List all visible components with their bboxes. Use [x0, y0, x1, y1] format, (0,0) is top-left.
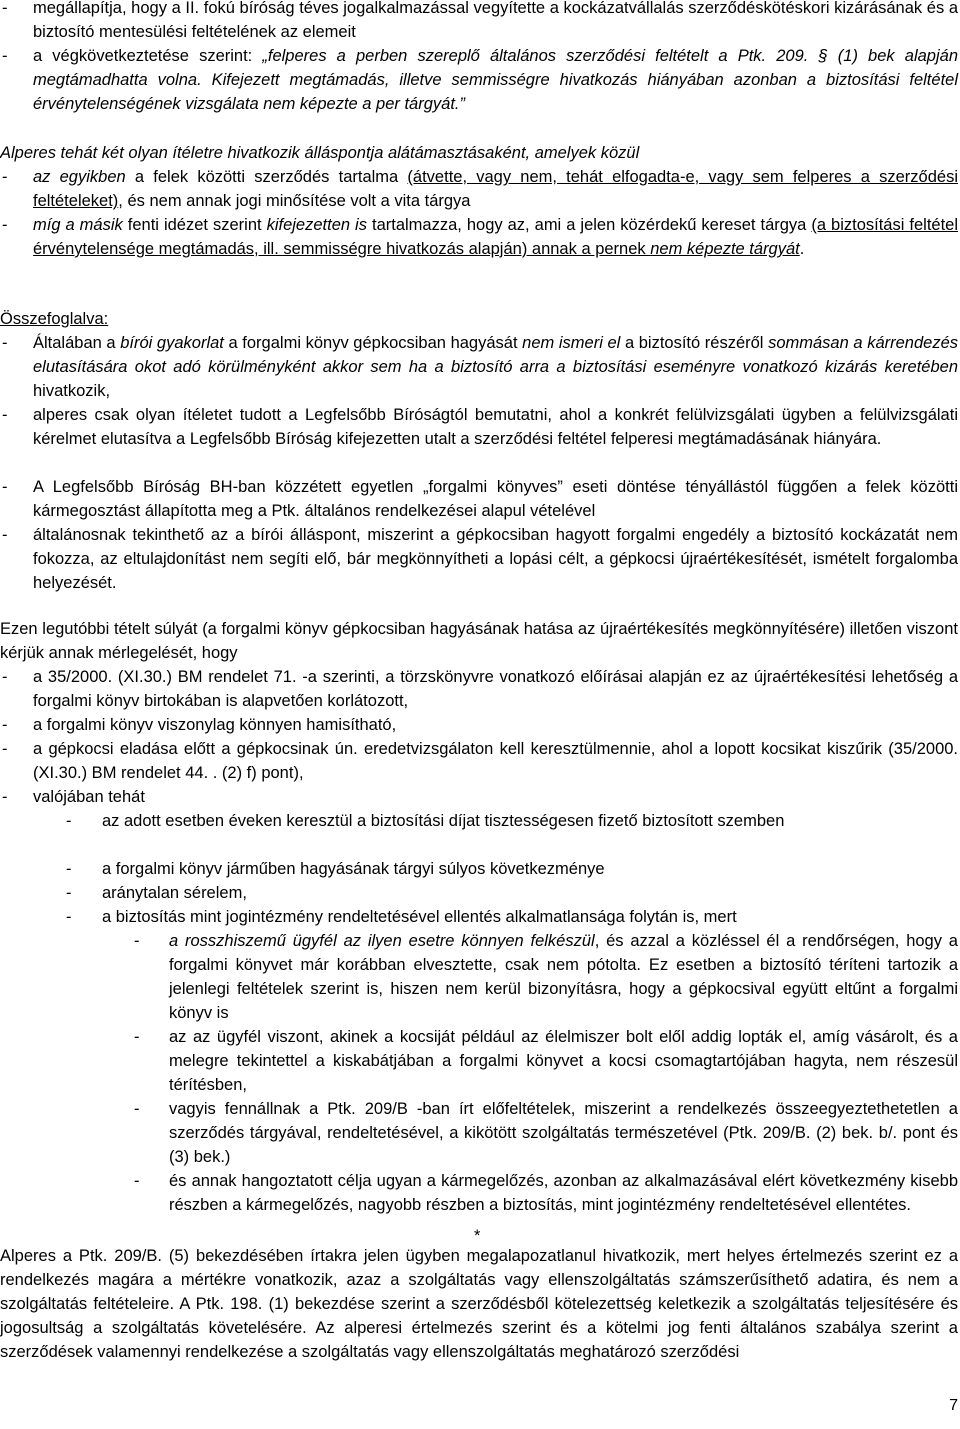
- list-item: [33, 523, 958, 595]
- text-run: vagyis fennállnak a Ptk. 209/B -ban írt előfeltételek, miszerint a rendelkezés összeegyeztethetetlen a szerződés tárgyával, rendeltetésével, a kikötött szolgáltatás természetével (Ptk. 209/B. (2) bek. b/. pont és (3) bek.): [169, 1100, 958, 1166]
- text-run: a forgalmi könyv gépkocsiban hagyását: [223, 334, 523, 352]
- list-dash: -: [2, 216, 8, 234]
- text-run: (átvette, vagy nem, tehát elfogadta-e, vagy sem felperes a szerződési feltételeket): [33, 168, 958, 210]
- list-dash: -: [2, 334, 8, 352]
- text-run: (a biztosítási feltétel érvénytelensége megtámadás, ill. semmisségre hivatkozás alapján) annak a pernek: [33, 216, 959, 258]
- list-item: valójában tehát: [33, 788, 145, 806]
- text-run: a felek közötti szerződés tartalma: [125, 168, 408, 186]
- text-run: az az ügyfél viszont, akinek a kocsiját például az élelmiszer bolt elől addig lopták el, amíg vásárolt, és a melegre tekintettel a kiskabátjában a forgalmi könyvet a kocsi csomagtartójában hagyta, nem részesül térítésben,: [169, 1028, 958, 1094]
- text-run: kifejezetten is: [266, 216, 367, 234]
- list-item: a biztosítás mint jogintézmény rendeltetésével ellentés alkalmatlansága folytán is, mert: [102, 908, 737, 926]
- list-item: [33, 44, 958, 116]
- list-dash: -: [2, 47, 8, 65]
- text-run: sommásan a kárrendezés elutasítására okot adó körülményként akkor sem ha a biztosító arra a biztosítási eseményre vonatkozó kizárás keretében: [33, 334, 958, 376]
- list-item: [33, 403, 958, 451]
- text-run: , és nem annak jogi minősítése volt a vita tárgya: [118, 192, 471, 210]
- list-item: [33, 165, 958, 213]
- list-dash: -: [2, 478, 8, 496]
- text-run: A Legfelsőbb Bíróság BH-ban közzétett egyetlen „forgalmi könyves” eseti döntése tényállástól függően a felek közötti kármegosztást állapította meg a Ptk. általános rendelkezései alapul vételével: [33, 478, 958, 520]
- text-run: míg a másik: [33, 216, 123, 234]
- text-run: a biztosító részéről: [620, 334, 769, 352]
- list-item: [169, 1169, 958, 1217]
- text-run: , és azzal a közléssel él a rendőrségen, hogy a forgalmi könyvet már korábban elvesztette, csak nem pótolta. Ez esetben a biztosító téríteni tartozik a jelenlegi feltételek szerint is, hiszen nem kerül bizonyításra, hogy a gépkocsival együtt eltűnt a forgalmi könyv is: [169, 932, 958, 1022]
- text-run: tartalmazza, hogy az, ami a jelen közérdekű kereset tárgya: [366, 216, 812, 234]
- list-item: [33, 475, 958, 523]
- text-run: és annak hangoztatott célja ugyan a kármegelőzés, azonban az alkalmazásával elért következmény kisebb részben a kármegelőzés, nagyobb részben a biztosítás, mint jogintézmény rendeltetésével ellentétes.: [169, 1172, 958, 1214]
- list-dash: -: [2, 526, 8, 544]
- list-dash: -: [2, 668, 8, 686]
- list-item: a forgalmi könyv viszonylag könnyen hamisítható,: [33, 716, 397, 734]
- list-item: aránytalan sérelem,: [102, 884, 247, 902]
- list-item: [169, 1025, 958, 1097]
- list-item: [33, 213, 958, 261]
- list-item: az adott esetben éveken keresztül a biztosítási díjat tisztességesen fizető biztosított szemben: [102, 812, 785, 830]
- list-dash: -: [66, 884, 72, 902]
- list-item: a gépkocsi eladása előtt a gépkocsinak ún. eredetvizsgálaton kell keresztülmennie, ahol a lopott kocsikat kiszűrik (35/2000. (XI.30.) BM rendelet 44. . (2) f) pont),: [33, 740, 958, 782]
- text-run: „felperes a perben szereplő általános szerződési feltételt a Ptk. 209. § (1) bek alapján megtámadhatta volna. Kifejezett megtámadás, illetve semmisségre hivatkozás hiányában azonban a biztosítási feltétel érvénytelenségének vizsgálata nem képezte a per tárgyát.”: [33, 47, 958, 113]
- list-dash: -: [66, 860, 72, 878]
- list-dash: -: [66, 908, 72, 926]
- section-separator: *: [474, 1227, 481, 1245]
- text-run: nem képezte tárgyát: [650, 240, 800, 258]
- text-run: általánosnak tekinthető az a bírói álláspont, miszerint a gépkocsiban hagyott forgalmi engedély a biztosító kockázatát nem fokozza, az eltulajdonítást nem segíti elő, bár megkönnyítheti a lopási célt, a gépkocsi újraértékesítését, ismételt forgalomba helyezését.: [33, 526, 958, 592]
- list-dash: -: [2, 168, 8, 186]
- text-run: bírói gyakorlat: [120, 334, 224, 352]
- list-dash: -: [134, 1100, 140, 1118]
- final-paragraph: Alperes a Ptk. 209/B. (5) bekezdésében írtakra jelen ügyben megalapozatlanul hivatkozik, mert helyes értelmezés szerint ez a rendelkezés magára a mértékre vonatkozik, azaz a szolgáltatás vagy ellenszolgáltatás számszerűsíthető adatira, és nem a szolgáltatás feltételeire. A Ptk. 198. (1) bekezdése szerint a szerződésből kötelezettség keletkezik a szolgáltatás teljesítésére és jogosultság a szolgáltatás követelésére. Az alperesi értelmezés szerint és a kötelmi jog fenti általános szabálya szerint a szerződések valamennyi rendelkezése a szolgáltatás vagy ellenszolgáltatás meghatározó szerződési: [0, 1247, 958, 1361]
- list-dash: -: [66, 812, 72, 830]
- text-run: fenti idézet szerint: [122, 216, 267, 234]
- text-run: megállapítja, hogy a II. fokú bíróság téves jogalkalmazással vegyítette a kockázatvállalás szerződéskötéskori kizárásának és a biztosító mentesülési feltételének az elemeit: [33, 0, 958, 41]
- text-run: a rosszhiszemű ügyfél az ilyen esetre könnyen felkészül: [169, 932, 595, 950]
- text-run: Általában a: [33, 334, 121, 352]
- list-dash: -: [134, 932, 140, 950]
- summary-heading: Összefoglalva:: [0, 310, 109, 328]
- list-item: a 35/2000. (XI.30.) BM rendelet 71. -a szerinti, a törzskönyvre vonatkozó előírásai alapján ez az újraértékesítési lehetőség a forgalmi könyv birtokában is alapvetően korlátozott,: [33, 668, 958, 710]
- list-item: [33, 0, 958, 44]
- text-run: a végkövetkeztetése szerint:: [33, 47, 263, 65]
- text-run: alperes csak olyan ítéletet tudott a Legfelsőbb Bíróságtól bemutatni, ahol a konkrét felülvizsgálati ügyben a felülvizsgálati kérelmet elutasítva a Legfelsőbb Bíróság kifejezetten utalt a szerződési feltétel felperesi megtámadásának hiányára.: [33, 406, 958, 448]
- text-run: nem ismeri el: [522, 334, 621, 352]
- ezen-paragraph: Ezen legutóbbi tételt súlyát (a forgalmi könyv gépkocsiban hagyásának hatása az újraértékesítés megkönnyítésére) illetően viszont kérjük annak mérlegelését, hogy: [0, 620, 958, 662]
- list-item: [169, 1097, 958, 1169]
- list-dash: -: [2, 788, 8, 806]
- text-run: .: [799, 240, 805, 258]
- list-dash: -: [134, 1028, 140, 1046]
- list-dash: -: [2, 0, 8, 17]
- alperes-intro: Alperes tehát két olyan ítéletre hivatkozik álláspontja alátámasztásaként, amelyek közül: [0, 144, 640, 162]
- text-run: az egyikben: [33, 168, 126, 186]
- list-dash: -: [2, 740, 8, 758]
- list-dash: -: [134, 1172, 140, 1190]
- list-item: [169, 929, 958, 1025]
- list-item: a forgalmi könyv járműben hagyásának tárgyi súlyos következménye: [102, 860, 605, 878]
- list-dash: -: [2, 406, 8, 424]
- text-run: hivatkozik,: [33, 382, 111, 400]
- page-number: 7: [949, 1397, 958, 1414]
- list-dash: -: [2, 716, 8, 734]
- list-item: [33, 331, 958, 403]
